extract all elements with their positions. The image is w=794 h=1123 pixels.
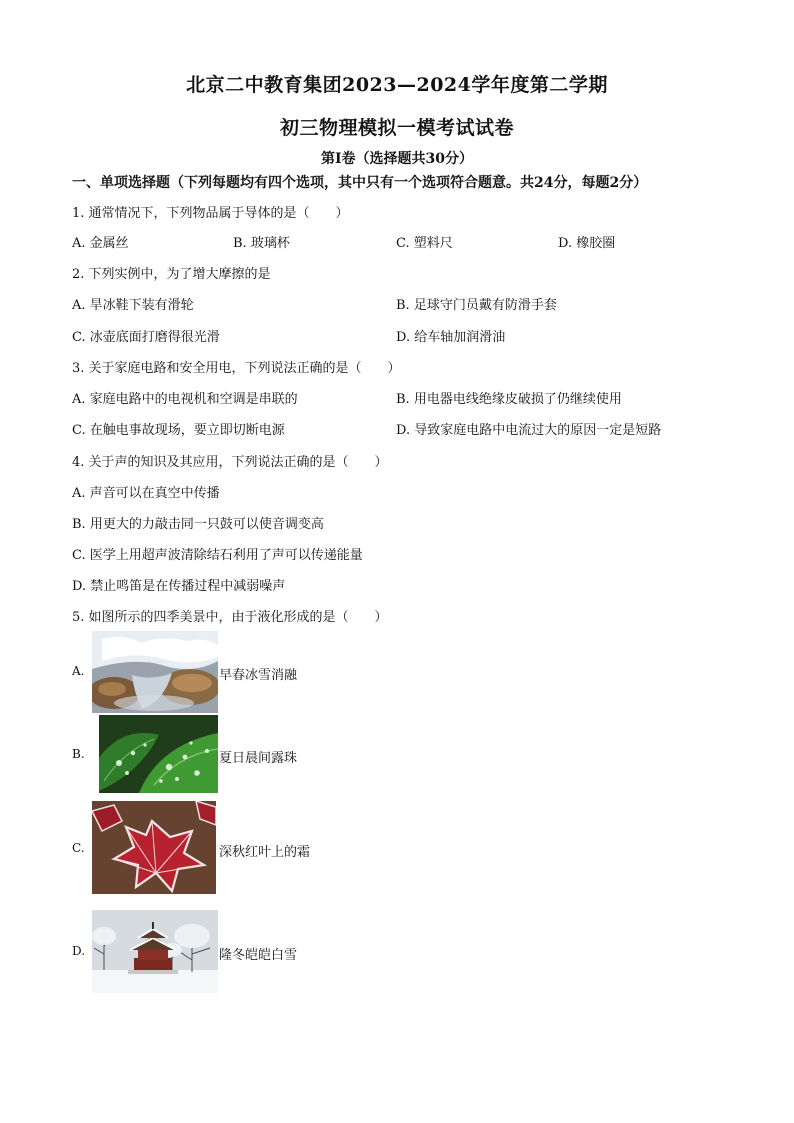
question-4-stem: 4. 关于声的知识及其应用，下列说法正确的是（ ） xyxy=(72,455,388,470)
question-1-option-b: B. 玻璃杯 xyxy=(233,236,290,251)
question-3-option-a: A. 家庭电路中的电视机和空调是串联的 xyxy=(72,392,298,407)
question-4-option-b: B. 用更大的力敲击同一只鼓可以使音调变高 xyxy=(72,517,324,532)
question-3-option-b: B. 用电器电线绝缘皮破损了仍继续使用 xyxy=(396,392,622,407)
question-1-option-a: A. 金属丝 xyxy=(72,236,129,251)
question-4-option-a: A. 声音可以在真空中传播 xyxy=(72,486,220,501)
frosted-red-leaf-photo xyxy=(92,801,216,894)
dew-drops-photo xyxy=(99,715,218,793)
question-5-option-b-letter: B. xyxy=(72,747,85,761)
melting-ice-photo xyxy=(92,631,218,713)
question-4-option-c: C. 医学上用超声波清除结石利用了声可以传递能量 xyxy=(72,548,363,563)
question-2-option-b: B. 足球守门员戴有防滑手套 xyxy=(396,298,557,313)
question-1-stem: 1. 通常情况下，下列物品属于导体的是（ ） xyxy=(72,206,349,221)
question-1-option-c: C. 塑料尺 xyxy=(396,236,453,251)
question-4-option-d: D. 禁止鸣笛是在传播过程中减弱噪声 xyxy=(72,579,286,594)
question-3-stem: 3. 关于家庭电路和安全用电，下列说法正确的是（ ） xyxy=(72,361,401,376)
section-heading: 一、单项选择题（下列每题均有四个选项，其中只有一个选项符合题意。共24分，每题2分） xyxy=(72,175,648,191)
exam-title: 北京二中教育集团2023—2024学年度第二学期 xyxy=(186,74,608,96)
question-5-option-d-letter: D. xyxy=(72,944,86,958)
question-5-stem: 5. 如图所示的四季美景中，由于液化形成的是（ ） xyxy=(72,610,388,625)
volume-heading: 第Ⅰ卷（选择题共30分） xyxy=(320,151,474,167)
question-5-option-b-caption: 夏日晨间露珠 xyxy=(219,751,298,766)
question-2-stem: 2. 下列实例中，为了增大摩擦的是 xyxy=(72,267,271,282)
exam-subtitle: 初三物理模拟一模考试试卷 xyxy=(279,117,514,139)
question-3-option-c: C. 在触电事故现场，要立即切断电源 xyxy=(72,423,285,438)
question-5-option-a-caption: 早春冰雪消融 xyxy=(219,668,298,683)
question-2-option-d: D. 给车轴加润滑油 xyxy=(396,330,506,345)
question-5-option-c-letter: C. xyxy=(72,841,85,855)
question-3-option-d: D. 导致家庭电路中电流过大的原因一定是短路 xyxy=(396,423,662,438)
question-5-option-d-caption: 隆冬皑皑白雪 xyxy=(219,948,298,963)
question-2-option-c: C. 冰壶底面打磨得很光滑 xyxy=(72,330,220,345)
question-1-option-d: D. 橡胶圈 xyxy=(558,236,616,251)
question-5-option-c-caption: 深秋红叶上的霜 xyxy=(219,845,311,860)
snowy-pavilion-photo xyxy=(92,910,218,993)
question-5-option-a-letter: A. xyxy=(72,664,85,678)
question-2-option-a: A. 旱冰鞋下装有滑轮 xyxy=(72,298,194,313)
